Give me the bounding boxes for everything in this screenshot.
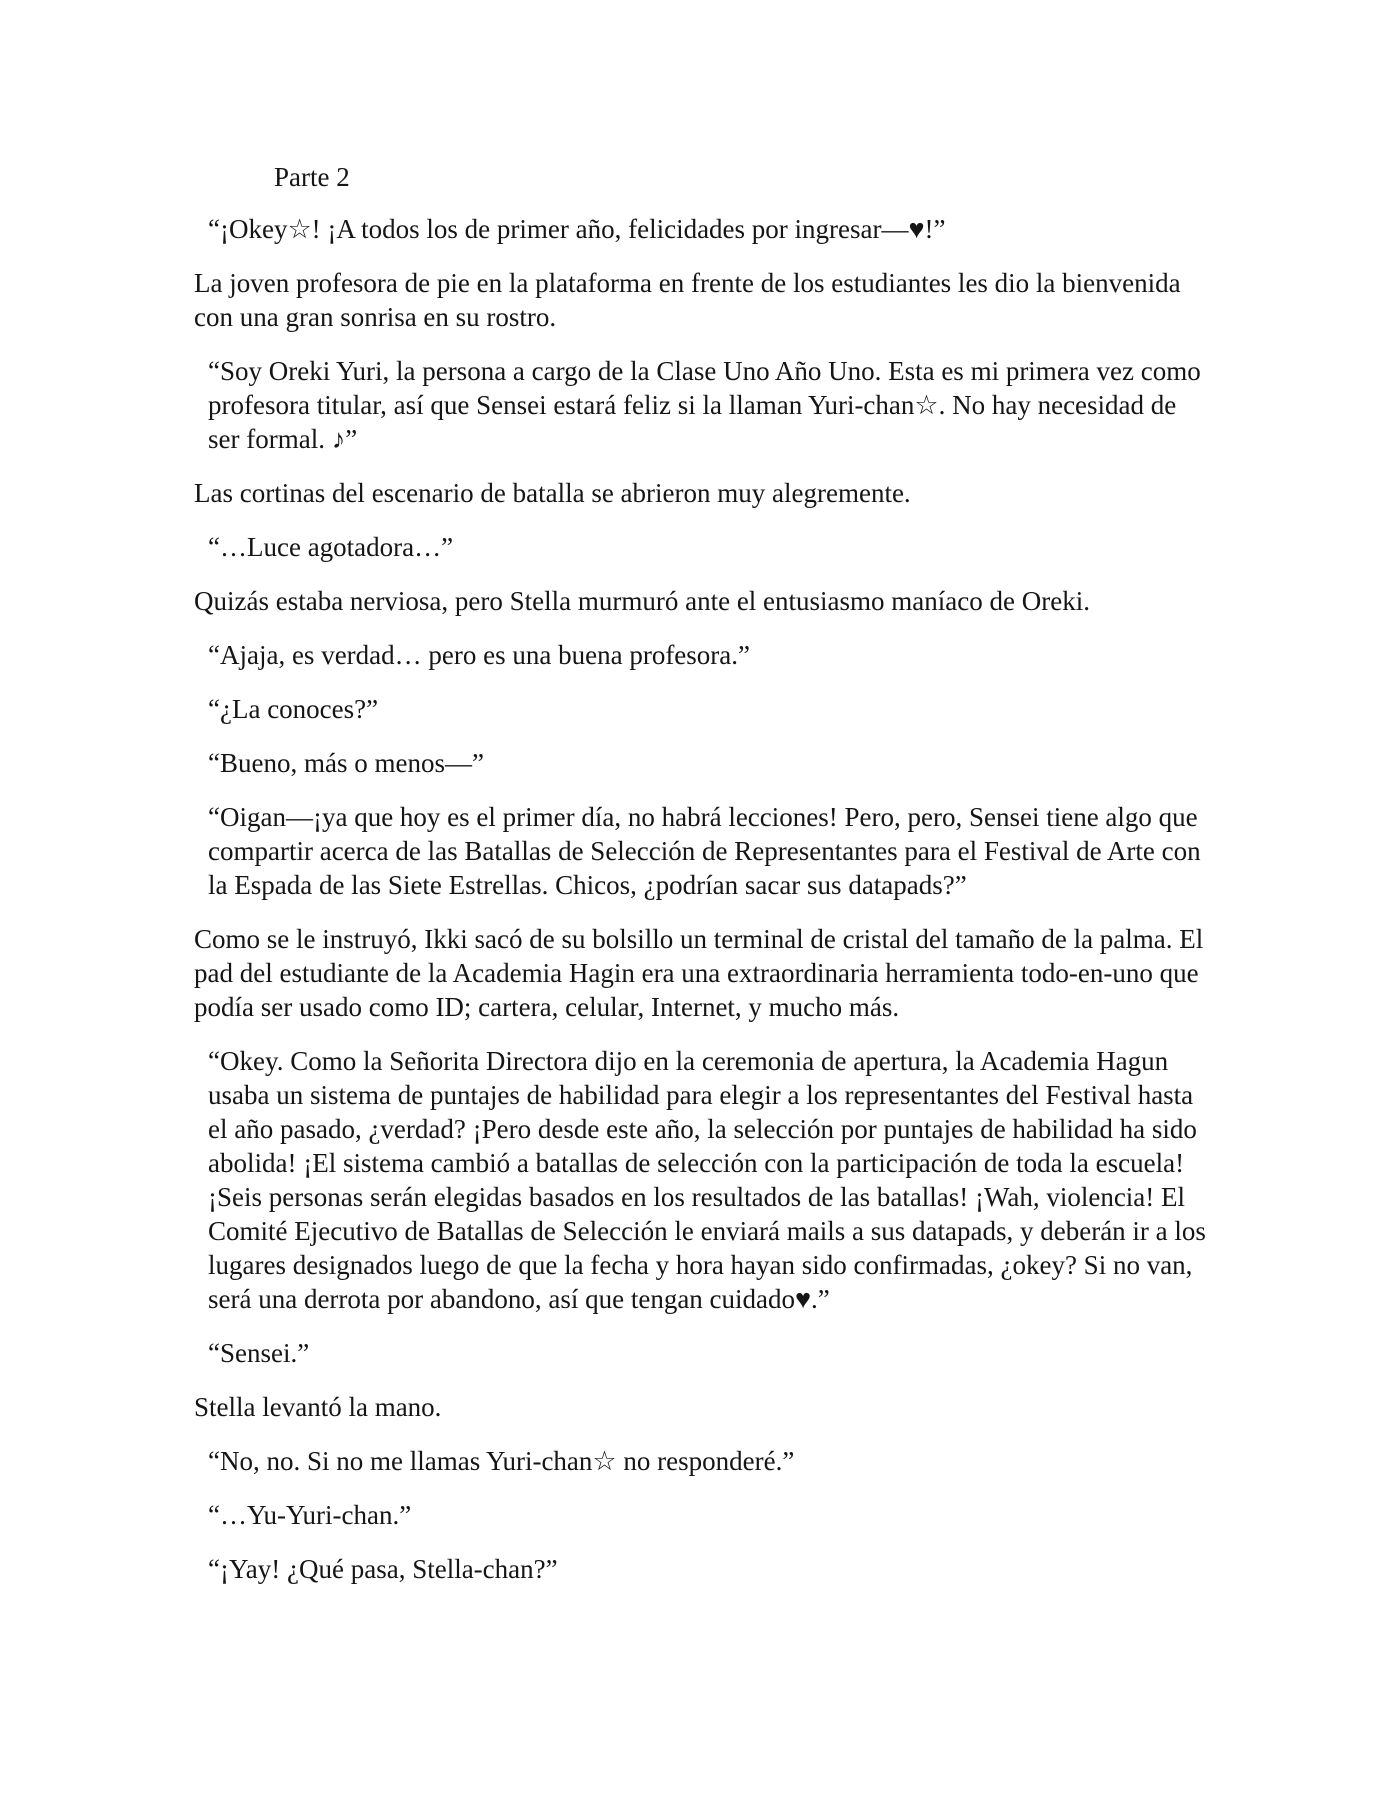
dialogue-paragraph: “Soy Oreki Yuri, la persona a cargo de la Clase Uno Año Uno. Esta es mi primera vez como profesora titular, así que Sensei estará feliz si la llaman Yuri-chan☆. No hay necesidad de ser formal. ♪” [208, 356, 1201, 454]
dialogue-paragraph: “Oigan—¡ya que hoy es el primer día, no habrá lecciones! Pero, pero, Sensei tiene algo que compartir acerca de las Batallas de Selección de Representantes para el Festival de Arte con la Espada de las Siete Estrellas. Chicos, ¿podrían sacar sus datapads?” [208, 802, 1201, 900]
dialogue-paragraph: “Bueno, más o menos—” [208, 748, 484, 778]
narration-paragraph: Stella levantó la mano. [194, 1392, 442, 1422]
narration-paragraph: La joven profesora de pie en la plataforma en frente de los estudiantes les dio la bienvenida con una gran sonrisa en su rostro. [194, 268, 1181, 332]
dialogue-paragraph: “¡Yay! ¿Qué pasa, Stella-chan?” [208, 1554, 558, 1584]
dialogue-paragraph: “Ajaja, es verdad… pero es una buena profesora.” [208, 640, 751, 670]
body-text [194, 212, 1214, 1606]
dialogue-paragraph: “¡Okey☆! ¡A todos los de primer año, felicidades por ingresar—♥!” [208, 214, 946, 244]
narration-paragraph: Las cortinas del escenario de batalla se abrieron muy alegremente. [194, 478, 911, 508]
dialogue-paragraph: “Okey. Como la Señorita Directora dijo en la ceremonia de apertura, la Academia Hagun usaba un sistema de puntajes de habilidad para elegir a los representantes del Festival hasta el año pasado, ¿verdad? ¡Pero desde este año, la selección por puntajes de habilidad ha sido abolida! ¡El sistema cambió a batallas de selección con la participación de toda la escuela! ¡Seis personas serán elegidas basados en los resultados de las batallas! ¡Wah, violencia! El Comité Ejecutivo de Batallas de Selección le enviará mails a sus datapads, y deberán ir a los lugares designados luego de que la fecha y hora hayan sido confirmadas, ¿okey? Si no van, será una derrota por abandono, así que tengan cuidado♥.” [208, 1046, 1206, 1314]
dialogue-paragraph: “…Luce agotadora…” [208, 532, 454, 562]
narration-paragraph: Quizás estaba nerviosa, pero Stella murmuró ante el entusiasmo maníaco de Oreki. [194, 586, 1090, 616]
dialogue-paragraph: “Sensei.” [208, 1338, 310, 1368]
dialogue-paragraph: “…Yu-Yuri-chan.” [208, 1500, 412, 1530]
section-heading: Parte 2 [274, 162, 350, 192]
narration-paragraph: Como se le instruyó, Ikki sacó de su bolsillo un terminal de cristal del tamaño de la palma. El pad del estudiante de la Academia Hagin era una extraordinaria herramienta todo-en-uno que podía ser usado como ID; cartera, celular, Internet, y mucho más. [194, 924, 1204, 1022]
dialogue-paragraph: “¿La conoces?” [208, 694, 379, 724]
dialogue-paragraph: “No, no. Si no me llamas Yuri-chan☆ no responderé.” [208, 1446, 795, 1476]
